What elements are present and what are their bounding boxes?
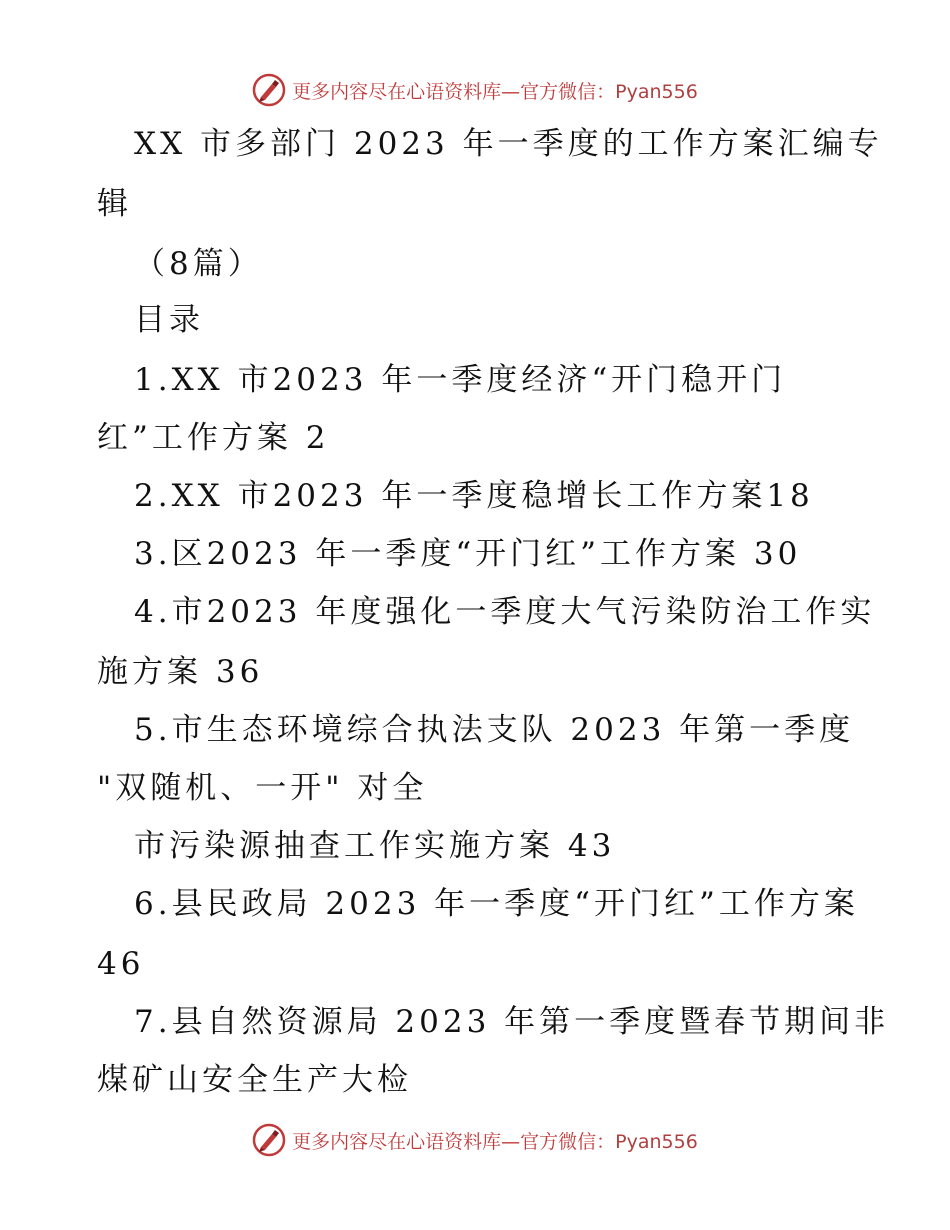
toc-item-2: 2.XX 市2023 年一季度稳增长工作方案18 xyxy=(134,478,814,514)
watermark-text: 更多内容尽在心语资料库—官方微信：Pyan556 xyxy=(292,80,698,103)
pen-logo-icon xyxy=(252,73,286,107)
doc-title-line-2: 辑 xyxy=(97,186,132,222)
toc-item-5-line-1: 5.市生态环境综合执法支队 2023 年第一季度 xyxy=(134,712,855,748)
toc-item-6-line-2: 46 xyxy=(97,946,145,982)
header-watermark xyxy=(0,70,950,110)
toc-item-4-line-2: 施方案 36 xyxy=(97,654,264,690)
toc-heading: 目录 xyxy=(134,302,204,338)
toc-item-3: 3.区2023 年一季度“开门红”工作方案 30 xyxy=(134,536,802,572)
doc-article-count: （8篇） xyxy=(134,246,263,282)
pen-logo-icon xyxy=(252,1123,286,1157)
toc-item-5-line-3: 市污染源抽查工作实施方案 43 xyxy=(134,828,616,864)
toc-item-4-line-1: 4.市2023 年度强化一季度大气污染防治工作实 xyxy=(134,594,876,630)
footer-watermark xyxy=(0,1120,950,1160)
doc-title-line-1: XX 市多部门 2023 年一季度的工作方案汇编专 xyxy=(134,126,883,162)
toc-item-1-line-2: 红”工作方案 2 xyxy=(97,420,330,456)
toc-item-7-line-1: 7.县自然资源局 2023 年第一季度暨春节期间非 xyxy=(134,1004,890,1040)
toc-item-6-line-1: 6.县民政局 2023 年一季度“开门红”工作方案 xyxy=(134,886,859,922)
toc-item-5-line-2: "双随机、一开" 对全 xyxy=(97,770,428,806)
toc-item-7-line-2: 煤矿山安全生产大检 xyxy=(97,1062,412,1098)
watermark-text: 更多内容尽在心语资料库—官方微信：Pyan556 xyxy=(292,1130,698,1153)
toc-item-1-line-1: 1.XX 市2023 年一季度经济“开门稳开门 xyxy=(134,362,787,398)
